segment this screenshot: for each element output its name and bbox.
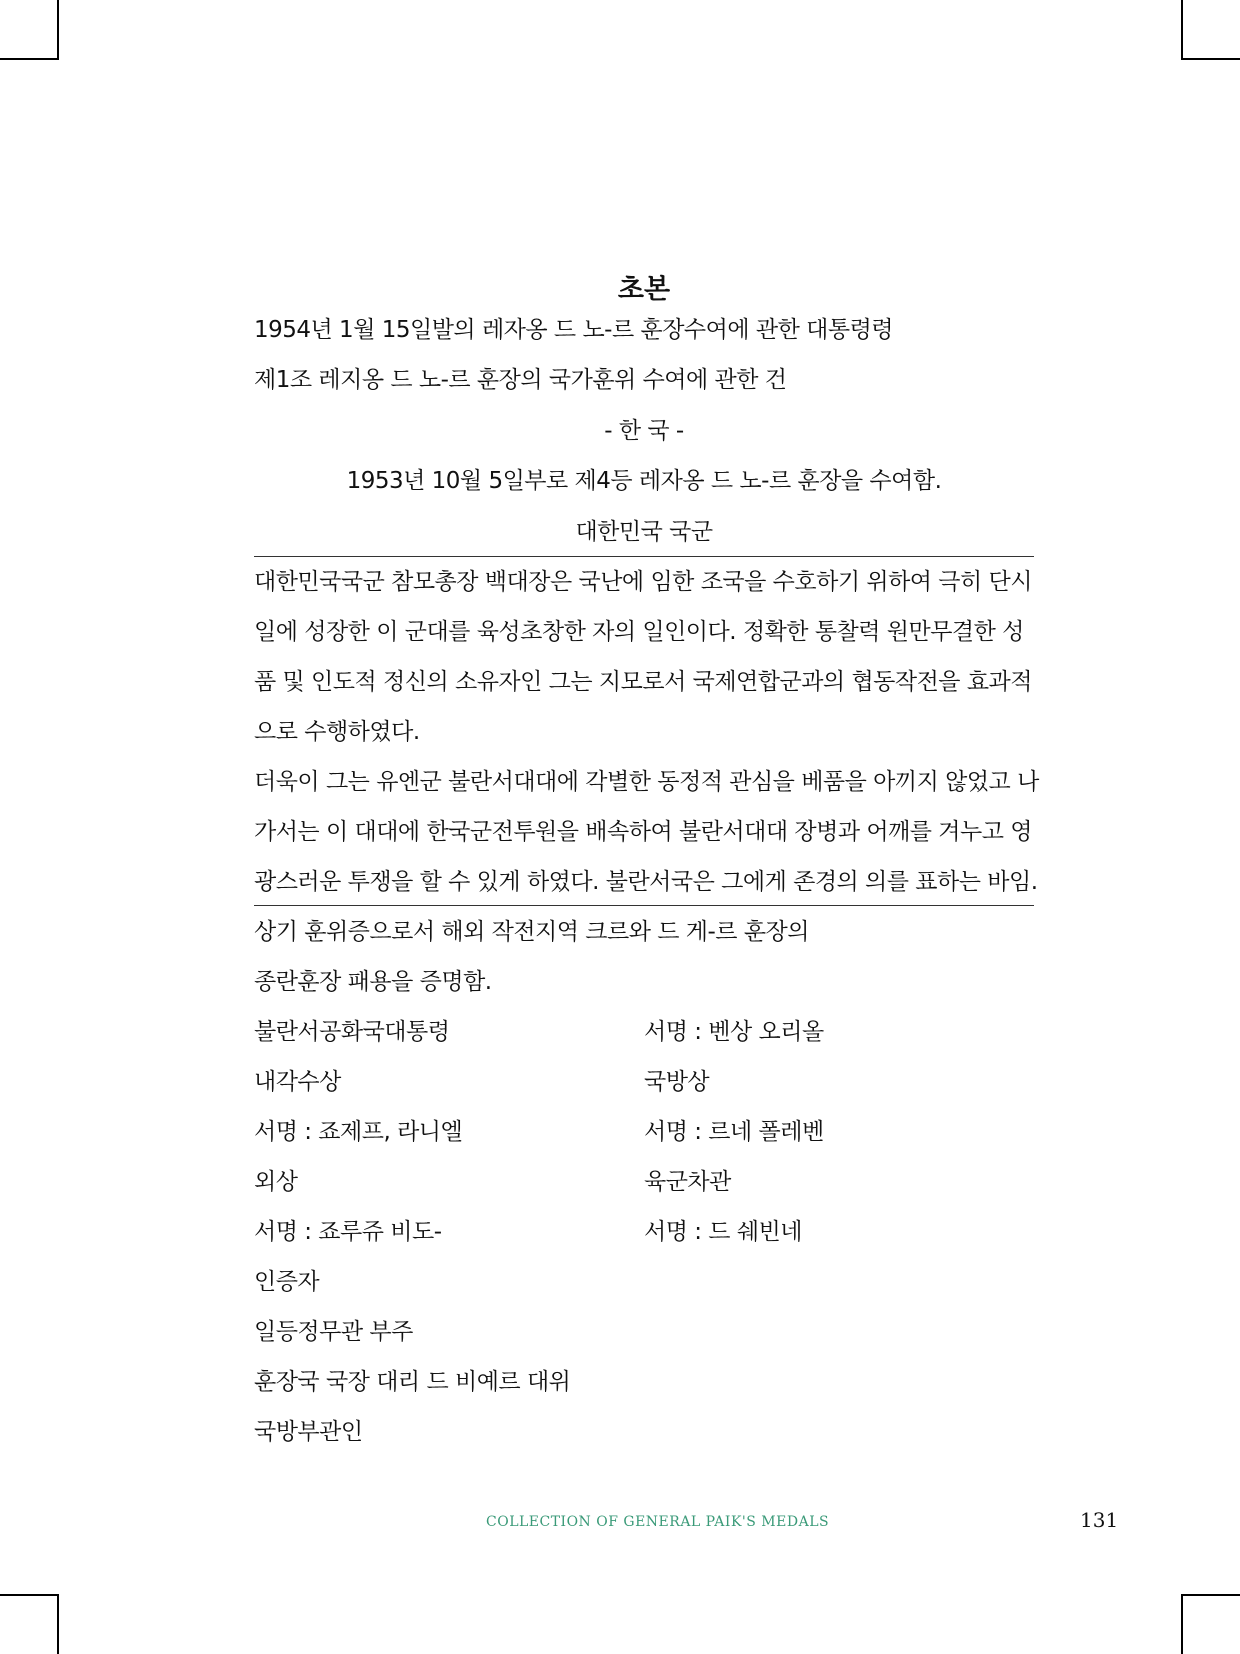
- citation-line: 더욱이 그는 유엔군 불란서대대에 각별한 동정적 관심을 베품을 아끼지 않었고 나: [254, 769, 1039, 795]
- signature-right: 국방상: [644, 1069, 710, 1095]
- citation-line: 으로 수행하였다.: [254, 719, 420, 745]
- crop-mark: [1181, 1594, 1183, 1654]
- certification-line: 종란훈장 패용을 증명함.: [254, 969, 492, 995]
- signature-left: 일등정무관 부주: [254, 1319, 413, 1345]
- document-title: 초본: [617, 274, 671, 305]
- crop-mark: [57, 0, 59, 60]
- crop-mark: [1181, 0, 1183, 60]
- award-line: 1953년 10월 5일부로 제4등 레자옹 드 노-르 훈장을 수여함.: [346, 468, 942, 494]
- footer-collection-title: COLLECTION OF GENERAL PAIK'S MEDALS: [486, 1514, 830, 1530]
- page-number: 131: [1080, 1508, 1119, 1532]
- citation-line: 품 및 인도적 정신의 소유자인 그는 지모로서 국제연합군과의 협동작전을 효과적: [254, 669, 1032, 695]
- signature-left: 불란서공화국대통령: [254, 1019, 450, 1045]
- header-line: 1954년 1월 15일발의 레자옹 드 노-르 훈장수여에 관한 대통령령: [254, 317, 894, 343]
- citation-line: 대한민국국군 참모총장 백대장은 국난에 임한 조국을 수호하기 위하여 극히 단시: [254, 569, 1032, 595]
- crop-mark: [1181, 1594, 1240, 1596]
- crop-mark: [1181, 58, 1240, 60]
- signature-left: 국방부관인: [254, 1419, 363, 1445]
- signature-left: 인증자: [254, 1269, 320, 1295]
- crop-mark: [0, 1594, 59, 1596]
- divider: [254, 905, 1034, 906]
- citation-line: 광스러운 투쟁을 할 수 있게 하였다. 불란서국은 그에게 존경의 의를 표하는 바임.: [254, 869, 1038, 895]
- unit-line: 대한민국 국군: [575, 519, 713, 545]
- signature-right: 서명 : 벤상 오리올: [644, 1019, 824, 1045]
- divider: [254, 556, 1034, 557]
- signature-right: 서명 : 르네 폴레벤: [644, 1119, 824, 1145]
- signature-left: 훈장국 국장 대리 드 비예르 대위: [254, 1369, 571, 1395]
- signature-left: 외상: [254, 1169, 298, 1195]
- header-line: 제1조 레지옹 드 노-르 훈장의 국가훈위 수여에 관한 건: [254, 367, 787, 393]
- country-line: - 한 국 -: [604, 418, 684, 444]
- crop-mark: [0, 58, 59, 60]
- citation-line: 일에 성장한 이 군대를 육성초창한 자의 일인이다. 정확한 통찰력 원만무결한 성: [254, 619, 1024, 645]
- certification-line: 상기 훈위증으로서 해외 작전지역 크르와 드 게-르 훈장의: [254, 919, 809, 945]
- signature-left: 서명 : 죠루쥬 비도-: [254, 1219, 442, 1245]
- crop-mark: [57, 1594, 59, 1654]
- signature-left: 내각수상: [254, 1069, 341, 1095]
- signature-right: 서명 : 드 쉐빈네: [644, 1219, 802, 1245]
- signature-left: 서명 : 죠제프, 라니엘: [254, 1119, 463, 1145]
- signature-right: 육군차관: [644, 1169, 731, 1195]
- citation-line: 가서는 이 대대에 한국군전투원을 배속하여 불란서대대 장병과 어깨를 겨누고 영: [254, 819, 1032, 845]
